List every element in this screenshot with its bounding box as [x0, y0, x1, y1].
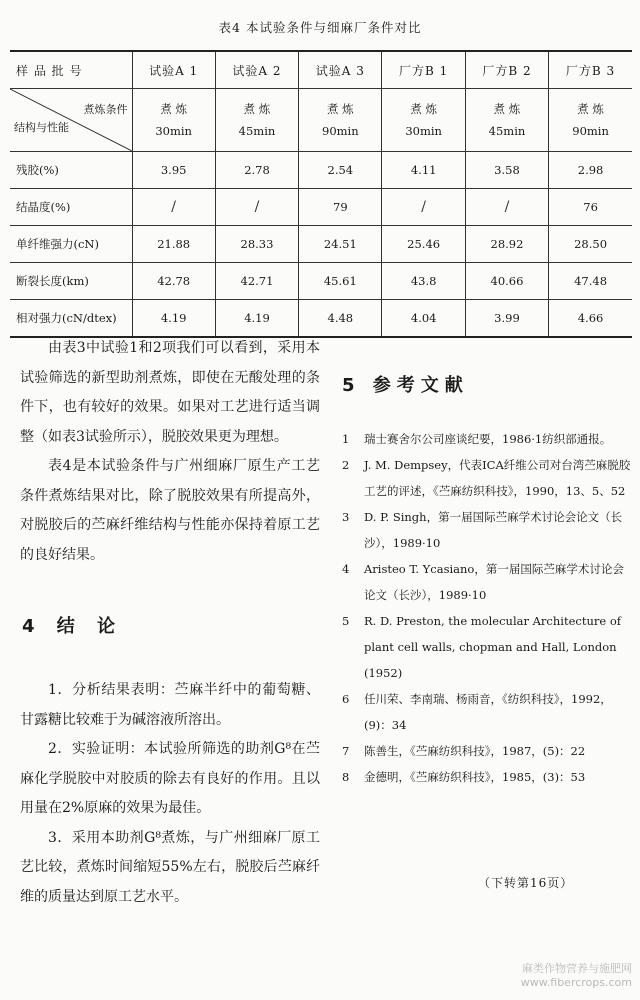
reference-list: [342, 426, 632, 790]
table-cell: /: [382, 189, 465, 226]
table-cell: 3.95: [132, 152, 215, 189]
reference-item: 3 D. P. Singh，第一届国际苎麻学术讨论会论文（长沙），1989·10: [342, 510, 623, 550]
table-cell: 4.48: [299, 300, 382, 338]
watermark-url: www.fibercrops.com: [520, 976, 632, 989]
references-heading: 5 参考文献: [342, 375, 469, 396]
condition-row: [10, 89, 632, 152]
table-cell: 43.8: [382, 263, 465, 300]
col-header: 厂方B 1: [382, 51, 465, 89]
table-row: [10, 226, 632, 263]
watermark: [521, 962, 632, 990]
row-label: 结晶度(%): [10, 189, 132, 226]
col-header: 试验A 3: [299, 51, 382, 89]
row-label: 单纤维强力(cN): [10, 226, 132, 263]
row-label: 断裂长度(km): [10, 263, 132, 300]
left-column: [20, 334, 320, 570]
condition-cell: 煮 炼 90min: [549, 89, 632, 152]
table-cell: 79: [299, 189, 382, 226]
corner-top-label: 煮炼条件: [83, 103, 128, 116]
table-cell: 21.88: [132, 226, 215, 263]
watermark-line: 麻类作物营养与施肥网: [522, 962, 632, 975]
col-header: 试验A 2: [215, 51, 298, 89]
reference-item: 4 Aristeo T. Ycasiano，第一届国际苎麻学术讨论会论文（长沙），1989·10: [342, 562, 624, 602]
table-caption: 表4 本试验条件与细麻厂条件对比: [218, 20, 422, 35]
row-label: 残胶(%): [10, 152, 132, 189]
reference-item: 7 陈善生，《苎麻纺织科技》，1987，(5)：22: [342, 744, 586, 758]
table-cell: 24.51: [299, 226, 382, 263]
col-header: 厂方B 2: [465, 51, 548, 89]
body-paragraph: 表4是本试验条件与广州细麻厂原生产工艺条件煮炼结果对比，除了脱胶效果有所提高外，对脱胶后的苎麻纤维结构与性能亦保持着原工艺的良好结果。: [20, 458, 320, 563]
reference-item: 2 J. M. Dempsey，代表ICA纤维公司对台湾苎麻脱胶工艺的评述，《苎麻纺织科技》，1990，13、5、52: [342, 458, 631, 498]
table-cell: 76: [549, 189, 632, 226]
condition-cell: 煮 炼 30min: [382, 89, 465, 152]
table-row: [10, 263, 632, 300]
body-paragraph: 由表3中试验1和2项我们可以看到，采用本试验筛选的新型助剂煮炼，即使在无酸处理的条件下，也有较好的效果。如果对工艺进行适当调整（如表3试验所示），脱胶效果更为理想。: [20, 340, 320, 445]
table-cell: 4.19: [132, 300, 215, 338]
corner-bottom-label: 结构与性能: [14, 121, 69, 134]
table-row: [10, 189, 632, 226]
diagonal-header-cell: [10, 89, 132, 152]
col-header: 试验A 1: [132, 51, 215, 89]
row-label: 相对强力(cN/dtex): [10, 300, 132, 338]
table-cell: /: [215, 189, 298, 226]
table-cell: 2.98: [549, 152, 632, 189]
table-cell: 4.19: [215, 300, 298, 338]
table-cell: 4.04: [382, 300, 465, 338]
table-cell: 2.54: [299, 152, 382, 189]
table-cell: 3.99: [465, 300, 548, 338]
table-cell: 28.50: [549, 226, 632, 263]
table-cell: 2.78: [215, 152, 298, 189]
table-cell: 3.58: [465, 152, 548, 189]
condition-cell: 煮 炼 45min: [215, 89, 298, 152]
table-cell: /: [132, 189, 215, 226]
reference-item: 5 R. D. Preston, the molecular Architecture of plant cell walls, chopman and Hall, London (1952): [342, 614, 621, 680]
table-header-row: [10, 51, 632, 89]
table-cell: 4.66: [549, 300, 632, 338]
table-cell: /: [465, 189, 548, 226]
conclusion-item: 2．实验证明：本试验所筛选的助剂G⁸在苎麻化学脱胶中对胶质的除去有良好的作用。且以用量在2%原麻的效果为最佳。: [20, 741, 320, 816]
table-cell: 42.71: [215, 263, 298, 300]
conclusion-item: 3．采用本助剂G⁸煮炼，与广州细麻厂原工艺比较，煮炼时间缩短55%左右，脱胶后苎麻纤维的质量达到原工艺水平。: [20, 829, 320, 905]
table-cell: 42.78: [132, 263, 215, 300]
table-row: [10, 152, 632, 189]
table-cell: 40.66: [465, 263, 548, 300]
conclusion-heading: 4 结 论: [22, 616, 124, 637]
col-header: 厂方B 3: [549, 51, 632, 89]
reference-item: 8 金德明，《苎麻纺织科技》，1985，(3)：53: [342, 770, 586, 784]
table-cell: 25.46: [382, 226, 465, 263]
condition-cell: 煮 炼 90min: [299, 89, 382, 152]
header-label: 样 品 批 号: [10, 51, 132, 89]
condition-cell: 煮 炼 30min: [132, 89, 215, 152]
comparison-table: [10, 50, 632, 338]
continued-note: （下转第16页）: [478, 876, 574, 890]
table-row: [10, 300, 632, 338]
reference-item: 6 任川荣、李南瑞、杨雨音，《纺织科技》，1992，(9)：34: [342, 692, 612, 732]
reference-item: 1 瑞士赛舍尔公司座谈纪要，1986·1纺织部通报。: [342, 432, 612, 446]
table-cell: 28.92: [465, 226, 548, 263]
table-cell: 45.61: [299, 263, 382, 300]
table-cell: 47.48: [549, 263, 632, 300]
table-cell: 28.33: [215, 226, 298, 263]
conclusion-list: [20, 676, 320, 912]
conclusion-item: 1．分析结果表明：苎麻半纤中的葡萄糖、甘露糖比较难于为碱溶液所溶出。: [20, 682, 320, 728]
table-cell: 4.11: [382, 152, 465, 189]
condition-cell: 煮 炼 45min: [465, 89, 548, 152]
